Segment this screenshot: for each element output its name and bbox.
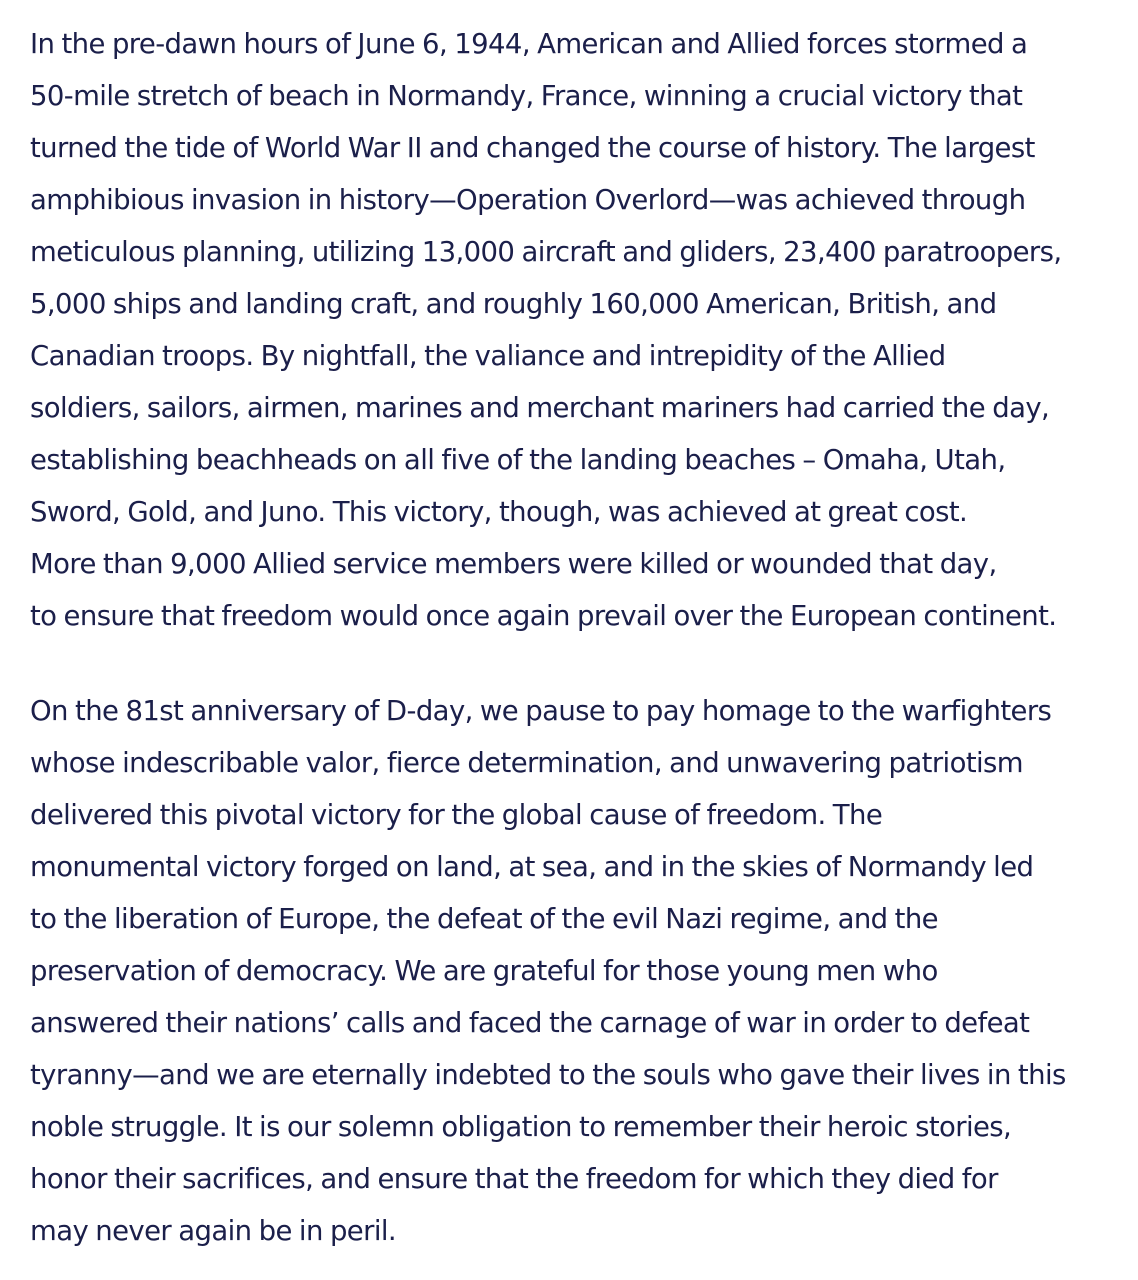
paragraph-line: In the pre-dawn hours of June 6, 1944, American and Allied forces stormed a (30, 28, 1028, 60)
paragraph-line: Sword, Gold, and Juno. This victory, though, was achieved at great cost. (30, 496, 968, 528)
paragraph-line: whose indescribable valor, fierce determination, and unwavering patriotism (30, 747, 1023, 779)
paragraph-line: 50-mile stretch of beach in Normandy, France, winning a crucial victory that (30, 80, 1023, 112)
paragraph-line: preservation of democracy. We are grateful for those young men who (30, 955, 938, 987)
paragraph-line: to ensure that freedom would once again prevail over the European continent. (30, 600, 1057, 632)
paragraph-line: delivered this pivotal victory for the global cause of freedom. The (30, 799, 883, 831)
paragraph-line: On the 81st anniversary of D-day, we pause to pay homage to the warfighters (30, 695, 1052, 727)
paragraph-line: amphibious invasion in history—Operation Overlord—was achieved through (30, 184, 1026, 216)
paragraph-line: turned the tide of World War II and changed the course of history. The largest (30, 132, 1035, 164)
paragraph-line: tyranny—and we are eternally indebted to the souls who gave their lives in this (30, 1059, 1066, 1091)
paragraph-line: establishing beachheads on all five of the landing beaches – Omaha, Utah, (30, 444, 1006, 476)
paragraph-line: to the liberation of Europe, the defeat of the evil Nazi regime, and the (30, 903, 939, 935)
paragraph-line: noble struggle. It is our solemn obligation to remember their heroic stories, (30, 1111, 1012, 1143)
paragraph-line: meticulous planning, utilizing 13,000 aircraft and gliders, 23,400 paratroopers, (30, 236, 1062, 268)
paragraph-line: Canadian troops. By nightfall, the valiance and intrepidity of the Allied (30, 340, 946, 372)
paragraph-line: More than 9,000 Allied service members were killed or wounded that day, (30, 548, 997, 580)
paragraph-anniversary-tribute (30, 685, 1118, 1257)
paragraph-dday-history (30, 18, 1118, 642)
paragraph-line: may never again be in peril. (30, 1215, 397, 1247)
paragraph-line: soldiers, sailors, airmen, marines and merchant mariners had carried the day, (30, 392, 1050, 424)
paragraph-line: honor their sacrifices, and ensure that the freedom for which they died for (30, 1163, 998, 1195)
paragraph-line: 5,000 ships and landing craft, and roughly 160,000 American, British, and (30, 288, 997, 320)
paragraph-line: monumental victory forged on land, at sea, and in the skies of Normandy led (30, 851, 1034, 883)
paragraph-line: answered their nations’ calls and faced the carnage of war in order to defeat (30, 1007, 1030, 1039)
